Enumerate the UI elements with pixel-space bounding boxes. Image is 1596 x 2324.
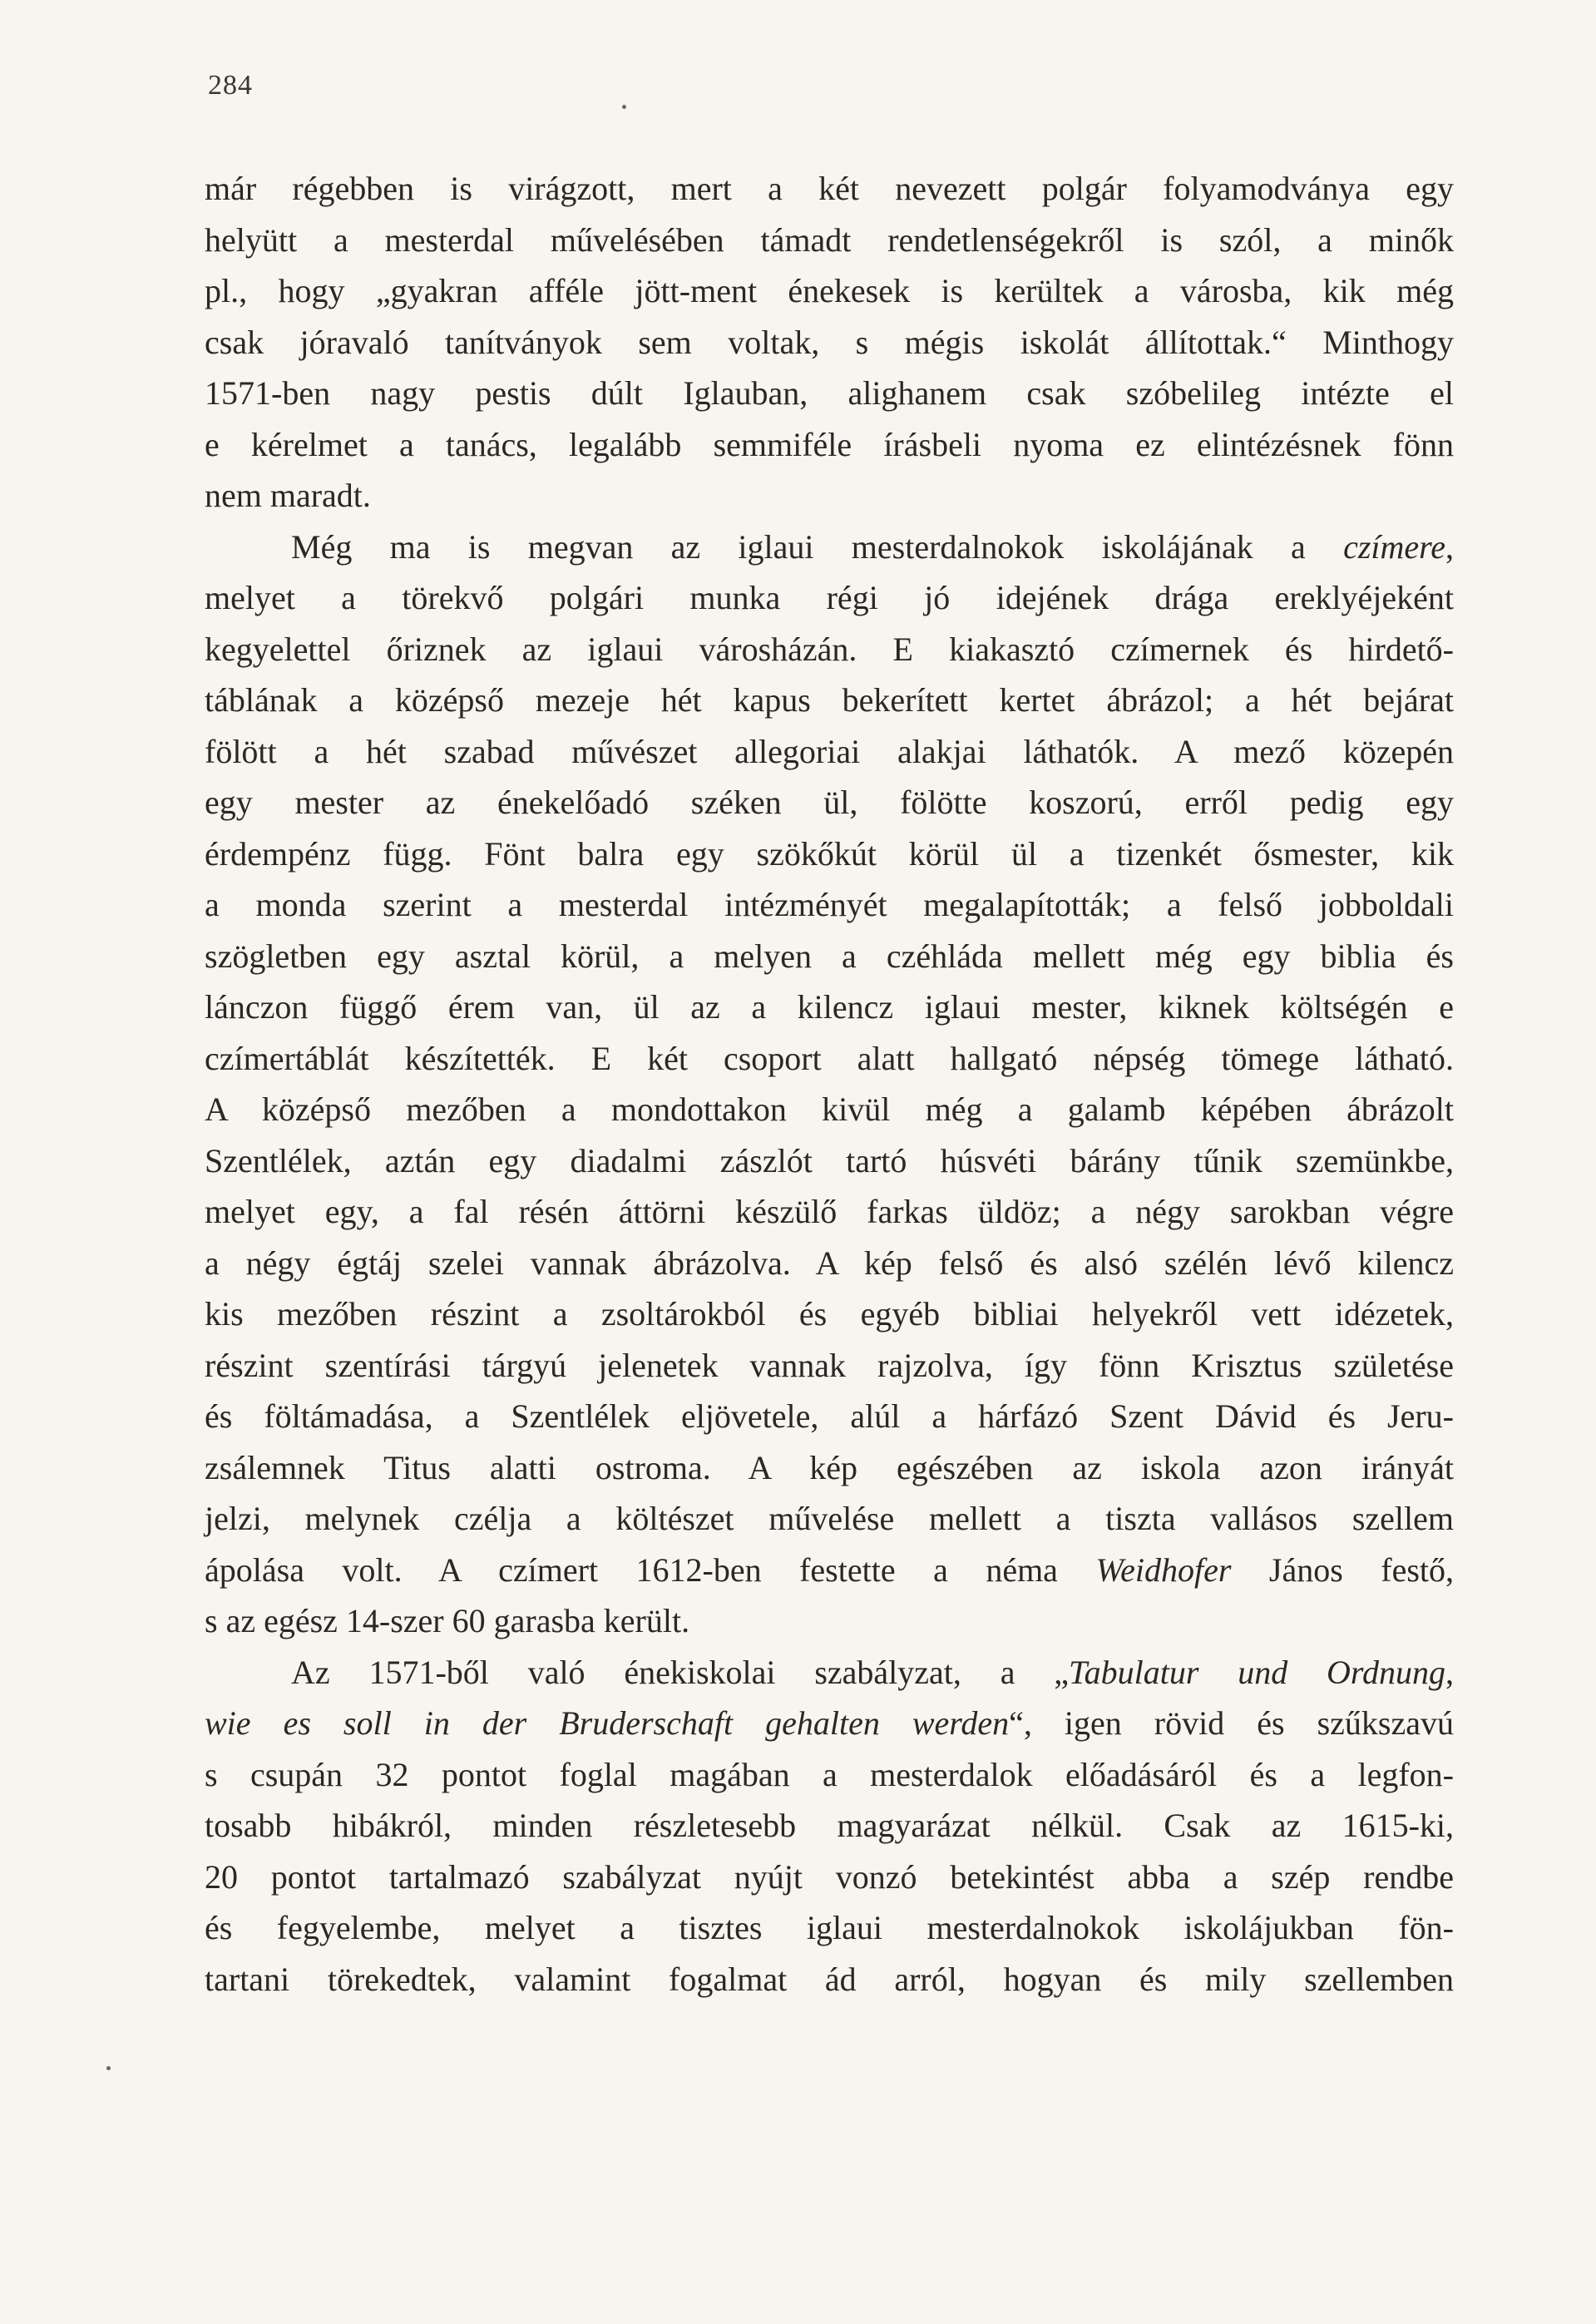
paragraph [205, 163, 1454, 522]
text-segment: , [1445, 1653, 1454, 1691]
text-line: szögletben egy asztal körül, a melyen a czéhláda mellett még egy biblia és [205, 937, 1454, 975]
text-line: a monda szerint a mesterdal intézményét megalapították; a felső jobboldali [205, 886, 1454, 923]
italic-title: wie es soll in der Bruderschaft gehalten werden [205, 1704, 1010, 1742]
text-line [205, 1545, 1454, 1596]
paragraph [205, 522, 1454, 1647]
text-line: s az egész 14-szer 60 garasba került. [205, 1602, 690, 1639]
text-line: tosabb hibákról, minden részletesebb magyarázat nélkül. Csak az 1615-ki, [205, 1807, 1454, 1844]
text-segment: Még ma is megvan az iglaui mesterdalnokok iskolájának a [291, 527, 1344, 566]
ink-speck [106, 2066, 111, 2070]
text-line: kis mezőben részint a zsoltárokból és egyéb bibliai helyekről vett idézetek, [205, 1295, 1454, 1333]
text-line: 20 pontot tartalmazó szabályzat nyújt vonzó betekintést abba a szép rendbe [205, 1857, 1454, 1896]
text-line: érdempénz függ. Fönt balra egy szökőkút körül ül a tizenkét ősmester, kik [205, 834, 1454, 873]
text-line: 1571-ben nagy pestis dúlt Iglauban, alighanem csak szóbelileg intézte el [205, 374, 1454, 412]
text-line: s csupán 32 pontot foglal magában a mesterdalok előadásáról és a legfon- [205, 1755, 1454, 1793]
italic-name: Weidhofer [1095, 1550, 1232, 1589]
text-line: a négy égtáj szelei vannak ábrázolva. A kép felső és alsó szélén lévő kilencz [205, 1244, 1454, 1282]
italic-title: Tabulatur und Ordnung [1069, 1653, 1445, 1691]
paragraph [205, 1647, 1454, 2005]
text-line: csak jóravaló tanítványok sem voltak, s mégis iskolát állítottak.“ Minthogy [205, 323, 1454, 361]
text-segment: “, igen rövid és szűkszavú [1009, 1704, 1454, 1742]
text-line: A középső mezőben a mondottakon kivül még a galamb képében ábrázolt [205, 1090, 1454, 1128]
text-line: kegyelettel őriznek az iglaui városházán. E kiakasztó czímernek és hirdető- [205, 630, 1454, 668]
text-line: zsálemnek Titus alatti ostroma. A kép egészében az iskola azon irányát [205, 1448, 1454, 1486]
text-line: tartani törekedtek, valamint fogalmat ád arról, hogyan és mily szellemben [205, 1960, 1454, 1998]
text-segment: János festő, [1231, 1550, 1455, 1589]
text-line [205, 1647, 1454, 1698]
text-line [205, 1698, 1454, 1749]
text-line: czímertáblát készítették. E két csoport alatt hallgató népség tömege látható. [205, 1039, 1454, 1077]
text-segment: Az 1571-ből való énekiskolai szabályzat, a „ [291, 1653, 1070, 1691]
text-line: egy mester az énekelőadó széken ül, fölötte koszorú, erről pedig egy [205, 784, 1454, 821]
text-line: pl., hogy „gyakran afféle jött-ment énekesek is kerültek a városba, kik még [205, 272, 1454, 309]
italic-term: czímere [1343, 527, 1445, 566]
text-line: táblának a középső mezeje hét kapus bekerített kertet ábrázol; a hét bejárat [205, 681, 1454, 719]
text-line: és fegyelembe, melyet a tisztes iglaui mesterdalnokok iskolájukban fön- [205, 1909, 1454, 1946]
text-segment: ápolása volt. A czímert 1612-ben festette a néma [205, 1550, 1096, 1589]
text-line: helyütt a mesterdal művelésében támadt rendetlenségekről is szól, a minők [205, 220, 1454, 259]
text-line: e kérelmet a tanács, legalább semmiféle írásbeli nyoma ez elintézésnek fönn [205, 425, 1454, 463]
ink-speck [622, 105, 626, 109]
text-line [205, 522, 1454, 573]
text-line: és föltámadása, a Szentlélek eljövetele, alúl a hárfázó Szent Dávid és Jeru- [205, 1397, 1454, 1435]
text-line: Szentlélek, aztán egy diadalmi zászlót tartó húsvéti bárány tűnik szemünkbe, [205, 1141, 1454, 1179]
text-line: már régebben is virágzott, mert a két nevezett polgár folyamodványa egy [205, 170, 1454, 207]
page-number: 284 [208, 70, 253, 101]
text-line: melyet egy, a fal résén áttörni készülő farkas üldöz; a négy sarokban végre [205, 1193, 1454, 1230]
text-line: melyet a törekvő polgári munka régi jó idejének drága ereklyéjeként [205, 579, 1454, 616]
text-line: jelzi, melynek czélja a költészet művelése mellett a tiszta vallásos szellem [205, 1500, 1454, 1537]
text-line: lánczon függő érem van, ül az a kilencz iglaui mester, kiknek költségén e [205, 988, 1454, 1026]
body-text [205, 163, 1454, 2005]
text-line: fölött a hét szabad művészet allegoriai alakjai láthatók. A mező közepén [205, 732, 1454, 770]
text-line: nem maradt. [205, 477, 371, 514]
text-line: részint szentírási tárgyú jelenetek vannak rajzolva, így fönn Krisztus születése [205, 1346, 1454, 1384]
text-segment: , [1445, 527, 1454, 566]
